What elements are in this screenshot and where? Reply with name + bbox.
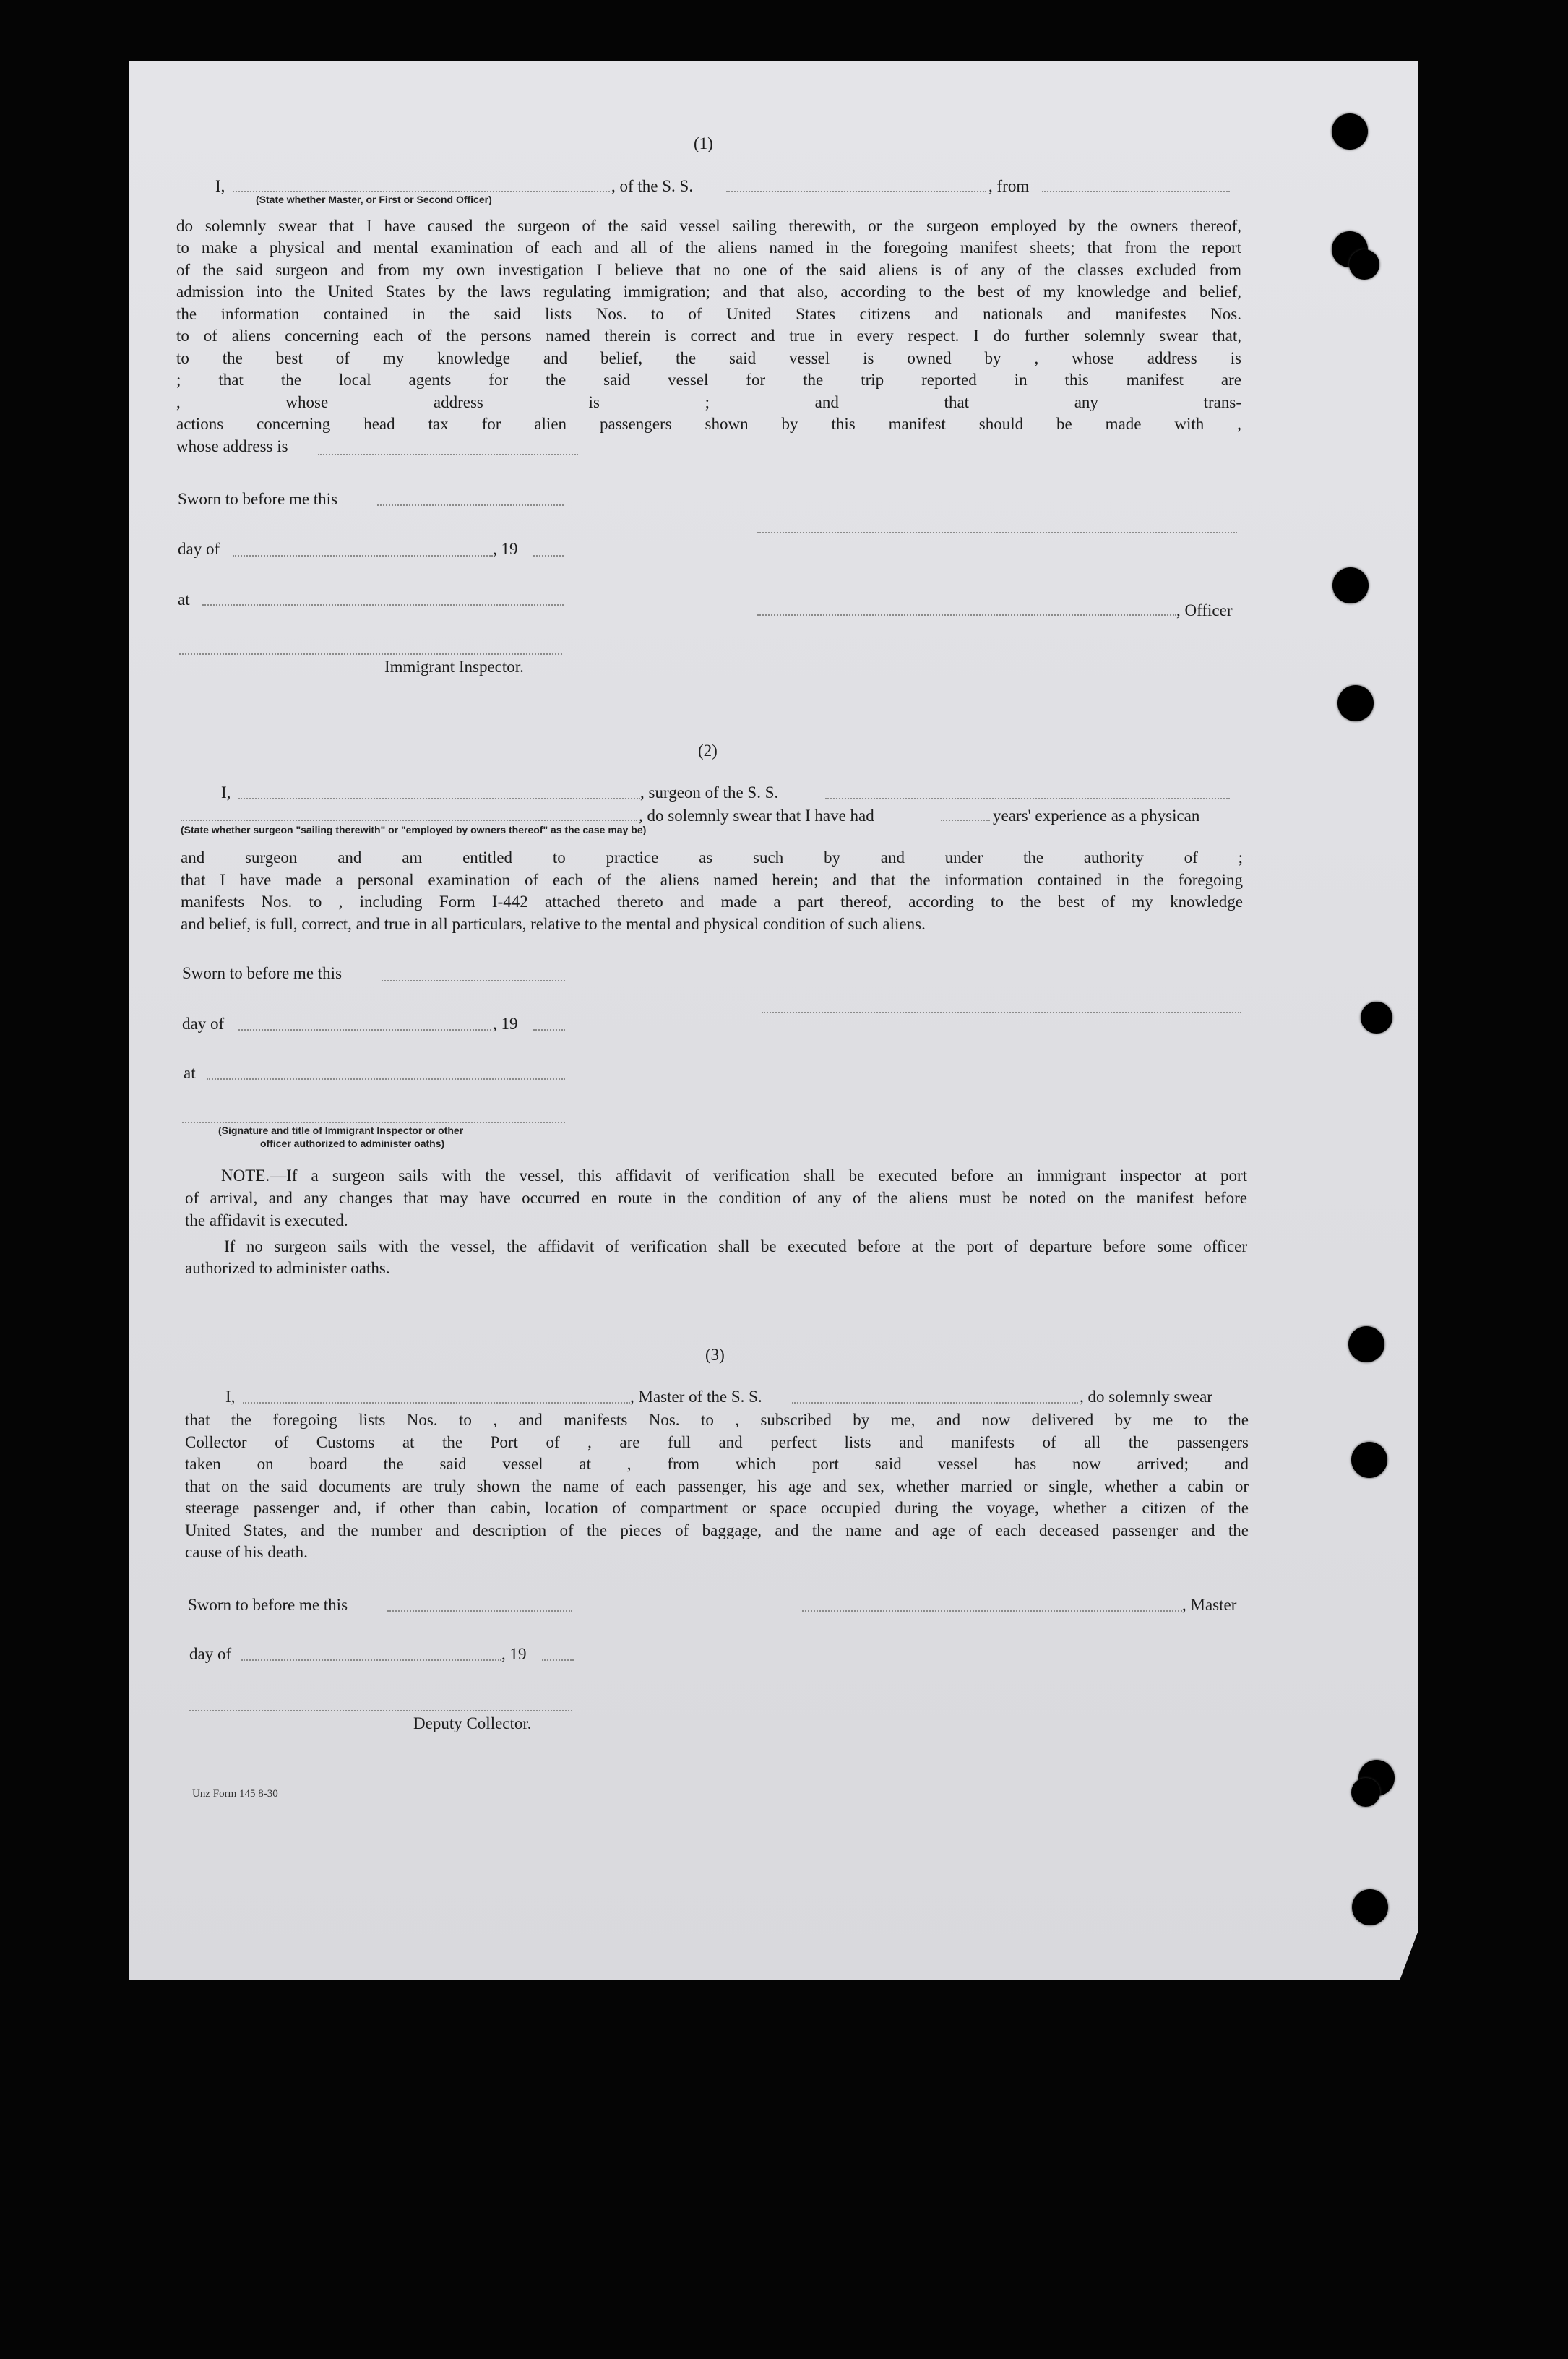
s2-note-line: If no surgeon sails with the vessel, the affidavit of verification shall be executed before at the port of departure before some officer: [224, 1237, 1247, 1255]
s1-officer-signature-field[interactable]: [757, 614, 1176, 616]
s3-vessel-field[interactable]: [792, 1402, 1078, 1404]
s2-para-line: and belief, is full, correct, and true in all particulars, relative to the mental and physical condition of such aliens.: [181, 915, 926, 933]
section-3-number: (3): [705, 1346, 725, 1364]
s1-at-field[interactable]: [202, 604, 564, 606]
s3-year-label: , 19: [501, 1645, 527, 1663]
s3-para-line: United States, and the number and description of the pieces of baggage, and the name and age of each deceased passenger and the: [185, 1521, 1249, 1539]
s3-para-line: steerage passenger and, if other than cabin, location of compartment or space occupied during the voyage, whether a citizen of the: [185, 1499, 1249, 1517]
s1-year-field[interactable]: [533, 555, 564, 557]
s1-inspector-label: Immigrant Inspector.: [384, 658, 524, 676]
s2-para-line: manifests Nos. to , including Form I-442 attached thereto and made a part thereof, according to the best of my knowledge: [181, 893, 1243, 911]
s3-collector-label: Deputy Collector.: [413, 1714, 532, 1732]
s2-inspector-signature-field[interactable]: [182, 1122, 565, 1123]
s2-years-field[interactable]: [941, 820, 990, 821]
s1-para-line: the information contained in the said lists Nos. to of United States citizens and nationals and manifestes Nos.: [176, 305, 1241, 323]
s1-para-line: do solemnly swear that I have caused the surgeon of the said vessel sailing therewith, or the surgeon employed by the owners thereof,: [176, 217, 1241, 235]
s2-surgeon-capacity-field[interactable]: [181, 820, 637, 821]
punch-hole: [1361, 1002, 1392, 1034]
s3-master-signature-field[interactable]: [802, 1610, 1182, 1612]
section-1-number: (1): [694, 134, 713, 152]
s2-sig-caption-1: (Signature and title of Immigrant Inspector or other: [218, 1125, 464, 1136]
s1-para-line: whose address is: [176, 437, 288, 455]
s1-day-field[interactable]: [233, 555, 493, 557]
s2-note-line: the affidavit is executed.: [185, 1211, 348, 1229]
punch-hole: [1332, 567, 1369, 603]
punch-hole: [1332, 113, 1368, 150]
s2-day-label: day of: [182, 1015, 225, 1033]
punch-hole: [1349, 249, 1379, 280]
s2-vessel-field[interactable]: [825, 798, 1230, 799]
s3-para-line: taken on board the said vessel at , from which port said vessel has now arrived; and: [185, 1455, 1249, 1473]
s3-day-label: day of: [189, 1645, 232, 1663]
s1-officer-label: , Officer: [1176, 601, 1233, 619]
punch-hole: [1352, 1889, 1388, 1925]
s3-line1-vessel: , Master of the S. S.: [630, 1388, 762, 1406]
s3-line1-swear: , do solemnly swear: [1080, 1388, 1212, 1406]
s2-signature-field[interactable]: [762, 1012, 1241, 1013]
s2-sworn-field[interactable]: [382, 980, 565, 981]
s1-inspector-field[interactable]: [179, 653, 562, 655]
punch-hole: [1351, 1778, 1380, 1807]
s3-para-line: cause of his death.: [185, 1543, 308, 1561]
s2-sworn-label: Sworn to before me this: [182, 964, 343, 982]
s2-year-field[interactable]: [533, 1029, 565, 1031]
s1-para-line: of the said surgeon and from my own investigation I believe that no one of the said aliens is of any of the classes excluded from: [176, 261, 1241, 279]
s2-note-line: authorized to administer oaths.: [185, 1259, 390, 1277]
s1-para-line: to make a physical and mental examination of each and all of the aliens named in the foregoing manifest sheets; that from the report: [176, 239, 1241, 257]
s2-day-field[interactable]: [238, 1029, 491, 1031]
s2-para-line: that I have made a personal examination of each of the aliens named herein; and that the information contained in the foregoing: [181, 871, 1243, 889]
s2-surgeon-caption: (State whether surgeon "sailing therewith" or "employed by owners thereof" as the case may be): [181, 824, 647, 835]
s2-sig-caption-2: officer authorized to administer oaths): [260, 1138, 445, 1149]
s2-at-label: at: [184, 1064, 196, 1082]
s2-line2: , do solemnly swear that I have had: [639, 807, 874, 825]
s1-vessel-field[interactable]: [726, 191, 986, 192]
s1-line1-vessel: , of the S. S.: [611, 177, 694, 195]
s1-para-line: admission into the United States by the laws regulating immigration; and that also, according to the best of my knowledge and belief,: [176, 283, 1241, 301]
s1-para-line: actions concerning head tax for alien passengers shown by this manifest should be made with ,: [176, 415, 1241, 433]
s1-line1-i: I,: [215, 177, 225, 195]
s1-year-label: , 19: [493, 540, 518, 558]
s3-year-field[interactable]: [542, 1659, 574, 1661]
punch-hole: [1348, 1326, 1384, 1362]
s2-para-line: and surgeon and am entitled to practice as such by and under the authority of ;: [181, 848, 1243, 867]
s1-para-line: to of aliens concerning each of the persons named therein is correct and true in every respect. I do further solemnly swear that,: [176, 327, 1241, 345]
s1-at-label: at: [178, 590, 190, 609]
s2-line1-vessel: , surgeon of the S. S.: [640, 783, 779, 802]
s1-para-line: , whose address is ; and that any trans-: [176, 393, 1241, 411]
s3-day-field[interactable]: [241, 1659, 501, 1661]
s3-collector-field[interactable]: [189, 1710, 572, 1711]
punch-hole: [1351, 1442, 1387, 1478]
s1-para-line: ; that the local agents for the said vessel for the trip reported in this manifest are: [176, 371, 1241, 389]
s3-master-label: , Master: [1182, 1596, 1237, 1614]
s3-para-line: that on the said documents are truly shown the name of each passenger, his age and sex, whether married or single, whether a cabin or: [185, 1477, 1249, 1495]
s2-note-line: of arrival, and any changes that may have occurred en route in the condition of any of the aliens must be noted on the manifest before: [185, 1189, 1247, 1207]
s3-master-name-field[interactable]: [243, 1402, 630, 1404]
s3-line1-i: I,: [225, 1388, 236, 1406]
s1-sworn-field[interactable]: [377, 504, 564, 506]
s2-surgeon-name-field[interactable]: [238, 798, 640, 799]
s1-para-line: to the best of my knowledge and belief, the said vessel is owned by , whose address is: [176, 349, 1241, 367]
s1-day-label: day of: [178, 540, 220, 558]
s1-officer-caption: (State whether Master, or First or Second Officer): [256, 194, 492, 205]
s2-line1-i: I,: [221, 783, 231, 802]
s2-line2-b: years' experience as a physican: [993, 807, 1200, 825]
s1-whose-address-field[interactable]: [318, 454, 578, 455]
s3-para-line: Collector of Customs at the Port of , are full and perfect lists and manifests of all the passengers: [185, 1433, 1249, 1451]
s1-sworn-label: Sworn to before me this: [178, 490, 338, 508]
s3-para-line: that the foregoing lists Nos. to , and manifests Nos. to , subscribed by me, and now delivered by me to the: [185, 1411, 1249, 1429]
s1-line1-from: , from: [988, 177, 1030, 195]
s1-officer-name-field[interactable]: [233, 191, 610, 192]
s2-at-field[interactable]: [207, 1078, 565, 1080]
section-2-number: (2): [698, 742, 718, 760]
s3-sworn-field[interactable]: [387, 1610, 572, 1612]
form-number: Unz Form 145 8-30: [192, 1788, 278, 1800]
s3-sworn-label: Sworn to before me this: [188, 1596, 348, 1614]
s2-note-line: NOTE.—If a surgeon sails with the vessel, this affidavit of verification shall be executed before an immigrant inspector at port: [221, 1166, 1247, 1185]
punch-hole: [1337, 685, 1374, 721]
s1-from-field[interactable]: [1042, 191, 1230, 192]
s1-signature-field[interactable]: [757, 532, 1237, 533]
s2-year-label: , 19: [493, 1015, 518, 1033]
